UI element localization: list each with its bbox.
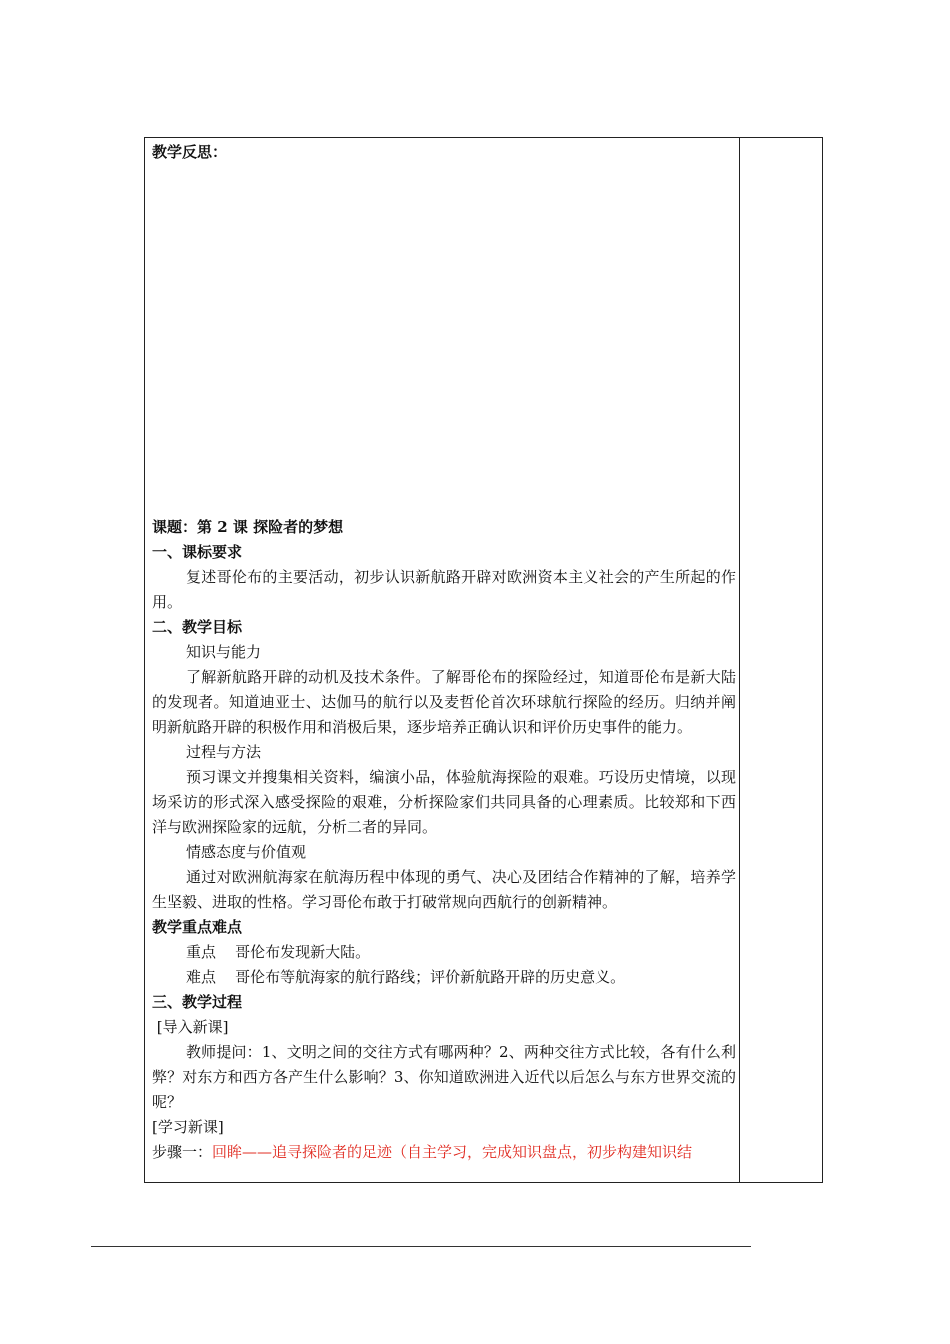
goal-knowledge-title: 知识与能力 <box>186 643 262 661</box>
lesson-title: 课题：第 2 课 探险者的梦想 <box>152 518 344 536</box>
goal-values-text: 通过对欧洲航海家在航海历程中体现的勇气、决心及团结合作精神的了解，培养学生坚毅、进取的性格。学习哥伦布敢于打破常规向西航行的创新精神。 <box>152 868 736 911</box>
standards-text: 复述哥伦布的主要活动，初步认识新航路开辟对欧洲资本主义社会的产生所起的作用。 <box>152 568 736 611</box>
section-heading-goals: 二、教学目标 <box>152 618 243 636</box>
goal-process-text: 预习课文并搜集相关资料，编演小品，体验航海探险的艰难。巧设历史情境，以现场采访的形式深入感受探险的艰难，分析探险家们共同具备的心理素质。比较郑和下西洋与欧洲探险家的远航，分析二者的异同。 <box>152 768 736 836</box>
section-heading-standards: 一、课标要求 <box>152 543 243 561</box>
goal-values-title: 情感态度与价值观 <box>186 843 307 861</box>
key-point: 重点 哥伦布发现新大陆。 <box>186 943 371 961</box>
section-heading-process: 三、教学过程 <box>152 993 243 1011</box>
goal-process-title: 过程与方法 <box>186 743 262 761</box>
intro-label: [导入新课] <box>152 1018 229 1036</box>
step1-line <box>152 1140 736 1165</box>
step1-text: 回眸——追寻探险者的足迹（自主学习，完成知识盘点，初步构建知识结 <box>212 1143 693 1161</box>
table-column-divider <box>739 137 740 1183</box>
step1-prefix: 步骤一： <box>152 1143 213 1161</box>
goal-knowledge-text: 了解新航路开辟的动机及技术条件。了解哥伦布的探险经过，知道哥伦布是新大陆的发现者。知道迪亚士、达伽马的航行以及麦哲伦首次环球航行探险的经历。归纳并阐明新航路开辟的积极作用和消极后果，逐步培养正确认识和评价历史事件的能力。 <box>152 668 736 736</box>
section-heading-key-points: 教学重点难点 <box>152 918 243 936</box>
reflection-blank-area <box>152 165 736 515</box>
difficult-point: 难点 哥伦布等航海家的航行路线；评价新航路开辟的历史意义。 <box>186 968 626 986</box>
lesson-table-main-cell <box>152 140 736 1165</box>
footer-rule <box>91 1246 751 1247</box>
new-lesson-label: [学习新课] <box>152 1118 224 1136</box>
reflection-label: 教学反思： <box>152 143 228 161</box>
intro-text: 教师提问：1、文明之间的交往方式有哪两种？2、两种交往方式比较，各有什么利弊？对东方和西方各产生什么影响？3、你知道欧洲进入近代以后怎么与东方世界交流的呢？ <box>152 1043 736 1111</box>
